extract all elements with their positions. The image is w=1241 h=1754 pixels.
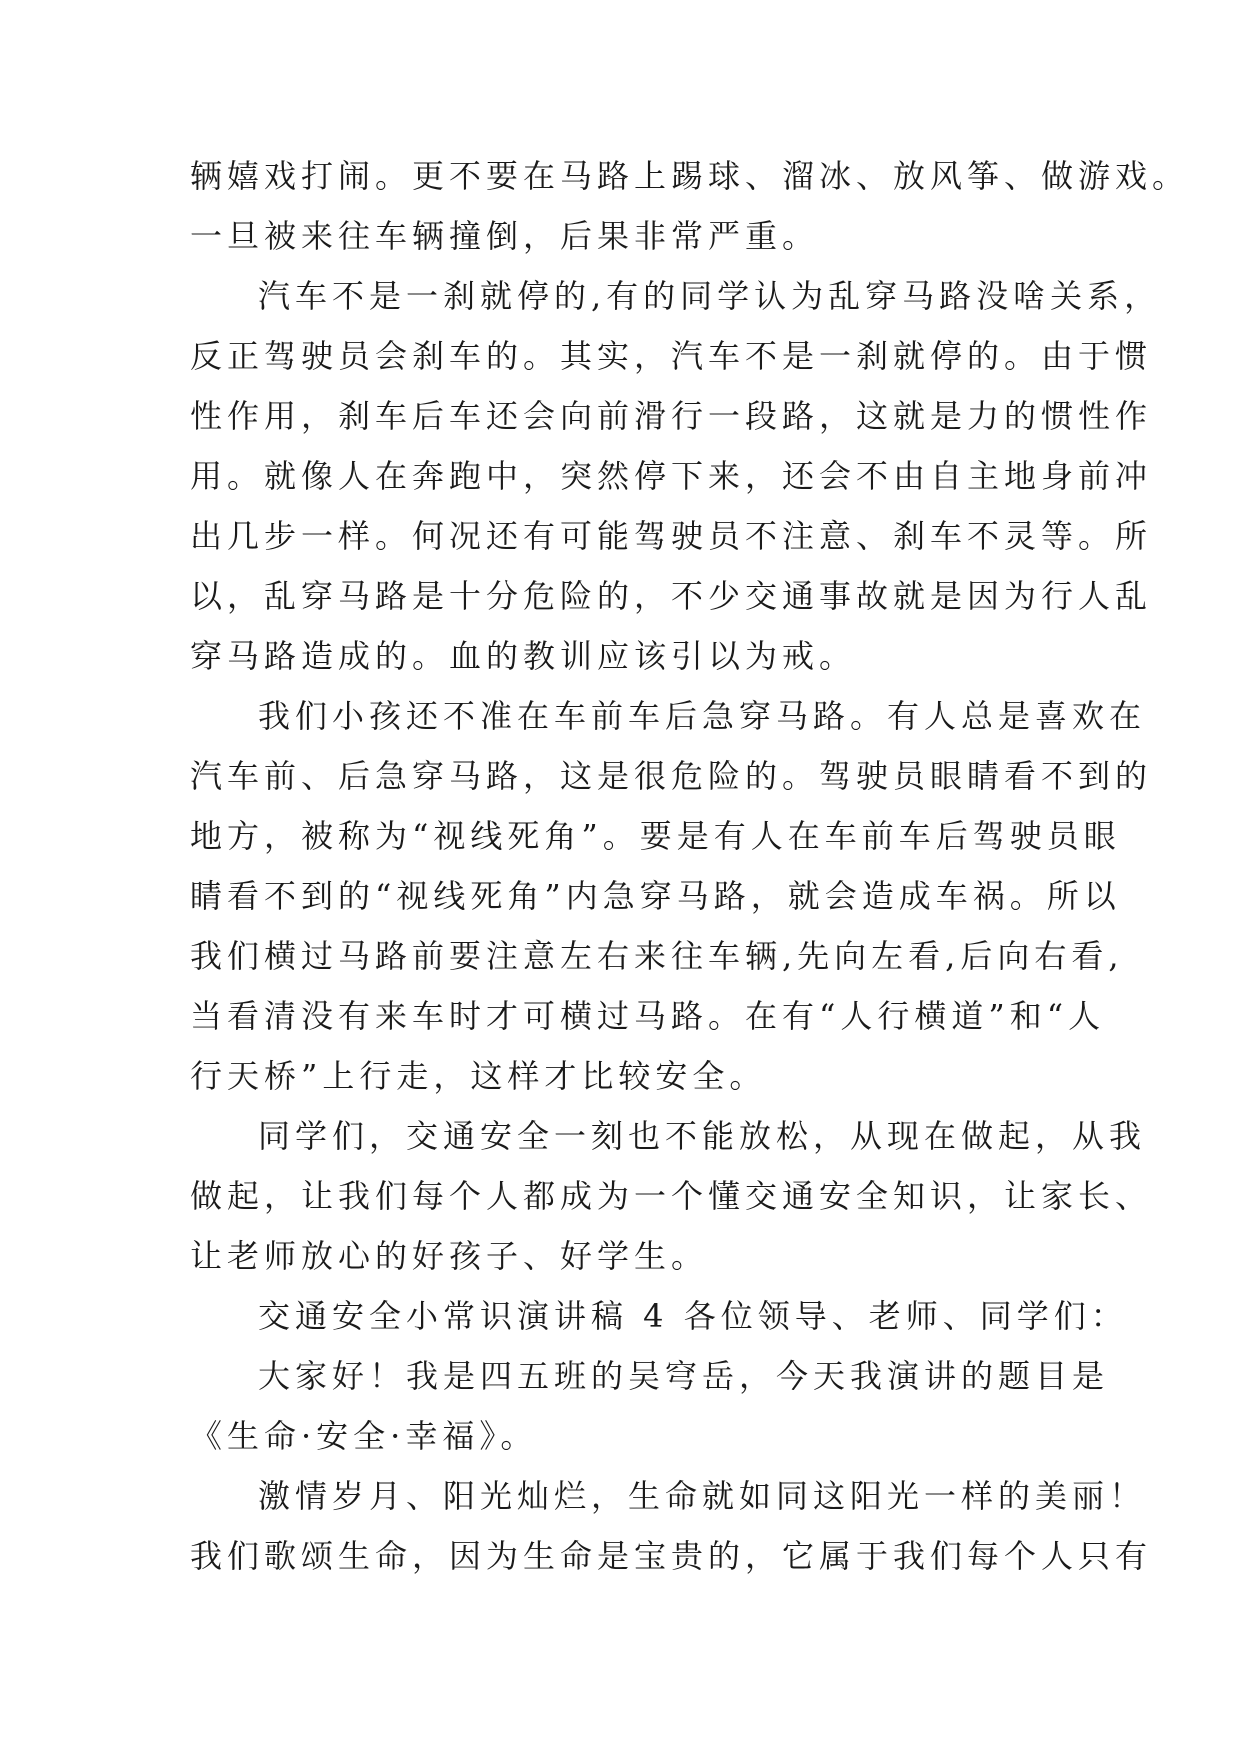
section-heading-line: 交通安全小常识演讲稿 4 各位领导、老师、同学们： (258, 1297, 1128, 1335)
paragraph-start-line: 激情岁月、阳光灿烂，生命就如同这阳光一样的美丽！ (258, 1477, 1147, 1515)
paragraph-start-line: 大家好！我是四五班的吴穹岳，今天我演讲的题目是 (258, 1357, 1110, 1395)
text-line: 睛看不到的“视线死角”内急穿马路，就会造成车祸。所以 (190, 877, 1121, 915)
text-line: 行天桥”上行走，这样才比较安全。 (190, 1057, 767, 1095)
text-line: 反正驾驶员会刹车的。其实，汽车不是一刹就停的。由于惯 (190, 337, 1153, 375)
text-line: 一旦被来往车辆撞倒，后果非常严重。 (190, 217, 820, 255)
text-line: 用。就像人在奔跑中，突然停下来，还会不由自主地身前冲 (190, 457, 1153, 495)
paragraph-start-line: 汽车不是一刹就停的,有的同学认为乱穿马路没啥关系， (258, 277, 1162, 315)
text-line: 让老师放心的好孩子、好学生。 (190, 1237, 709, 1275)
text-line: 地方，被称为“视线死角”。要是有人在车前车后驾驶员眼 (190, 817, 1121, 855)
text-line: 性作用，刹车后车还会向前滑行一段路，这就是力的惯性作 (190, 397, 1153, 435)
text-line: 穿马路造成的。血的教训应该引以为戒。 (190, 637, 857, 675)
text-line: 《生命·安全·幸福》。 (190, 1417, 538, 1455)
text-line: 汽车前、后急穿马路，这是很危险的。驾驶员眼睛看不到的 (190, 757, 1153, 795)
text-line: 辆嬉戏打闹。更不要在马路上踢球、溜冰、放风筝、做游戏。 (190, 157, 1190, 195)
paragraph-start-line: 我们小孩还不准在车前车后急穿马路。有人总是喜欢在 (258, 697, 1147, 735)
text-line: 当看清没有来车时才可横过马路。在有“人行横道”和“人 (190, 997, 1106, 1035)
text-line: 我们歌颂生命，因为生命是宝贵的，它属于我们每个人只有 (190, 1537, 1153, 1575)
text-line: 我们横过马路前要注意左右来往车辆,先向左看,后向右看, (190, 937, 1124, 975)
text-line: 做起，让我们每个人都成为一个懂交通安全知识，让家长、 (190, 1177, 1153, 1215)
text-line: 以，乱穿马路是十分危险的，不少交通事故就是因为行人乱 (190, 577, 1153, 615)
text-line: 出几步一样。何况还有可能驾驶员不注意、刹车不灵等。所 (190, 517, 1153, 555)
paragraph-start-line: 同学们，交通安全一刻也不能放松，从现在做起，从我 (258, 1117, 1147, 1155)
